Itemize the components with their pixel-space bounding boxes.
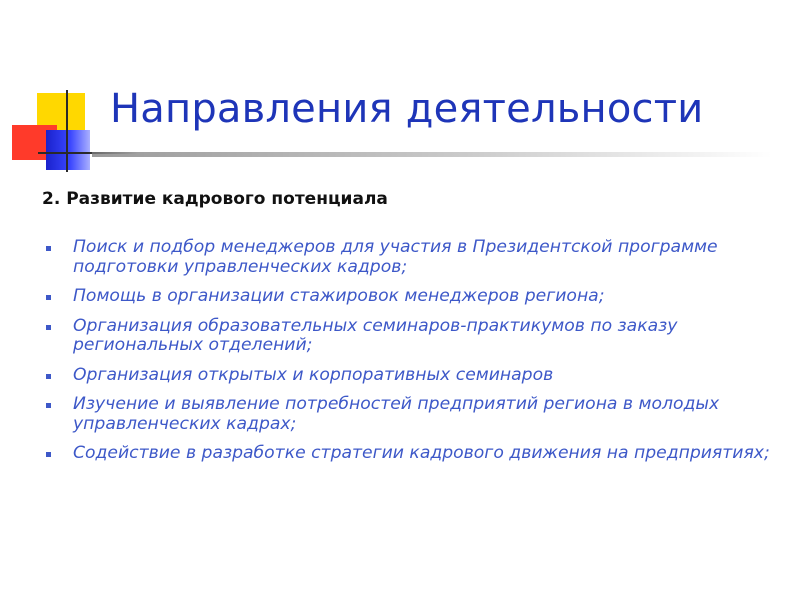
list-item-text: Помощь в организации стажировок менеджеров региона; <box>73 286 605 306</box>
list-item-text: Организация открытых и корпоративных семинаров <box>73 364 554 385</box>
slide-subtitle: 2. Развитие кадрового потенциала <box>42 189 388 209</box>
bullet-square-icon <box>46 452 51 457</box>
list-item-text: Изучение и выявление потребностей предприятий региона в молодых управленческих кадрах; <box>73 394 720 434</box>
title-underline <box>92 152 772 157</box>
list-item <box>46 395 776 434</box>
list-item <box>46 238 776 277</box>
list-item <box>46 317 776 356</box>
bullet-square-icon <box>46 295 51 300</box>
bullet-square-icon <box>46 374 51 379</box>
logo-blue-square <box>46 130 90 170</box>
logo-vertical-line <box>66 90 68 172</box>
bullet-square-icon <box>46 403 51 408</box>
list-item <box>46 287 776 307</box>
list-item <box>46 366 776 386</box>
list-item-text: Организация образовательных семинаров-практикумов по заказу региональных отделений; <box>73 315 678 355</box>
slide-title: Направления деятельности <box>110 86 704 132</box>
bullet-square-icon <box>46 325 51 330</box>
bullet-list <box>46 238 776 474</box>
list-item-text: Содействие в разработке стратегии кадрового движения на предприятиях; <box>73 443 770 463</box>
bullet-square-icon <box>46 246 51 251</box>
list-item-text: Поиск и подбор менеджеров для участия в Президентской программе подготовки управленческих кадров; <box>73 237 718 277</box>
list-item <box>46 444 776 464</box>
